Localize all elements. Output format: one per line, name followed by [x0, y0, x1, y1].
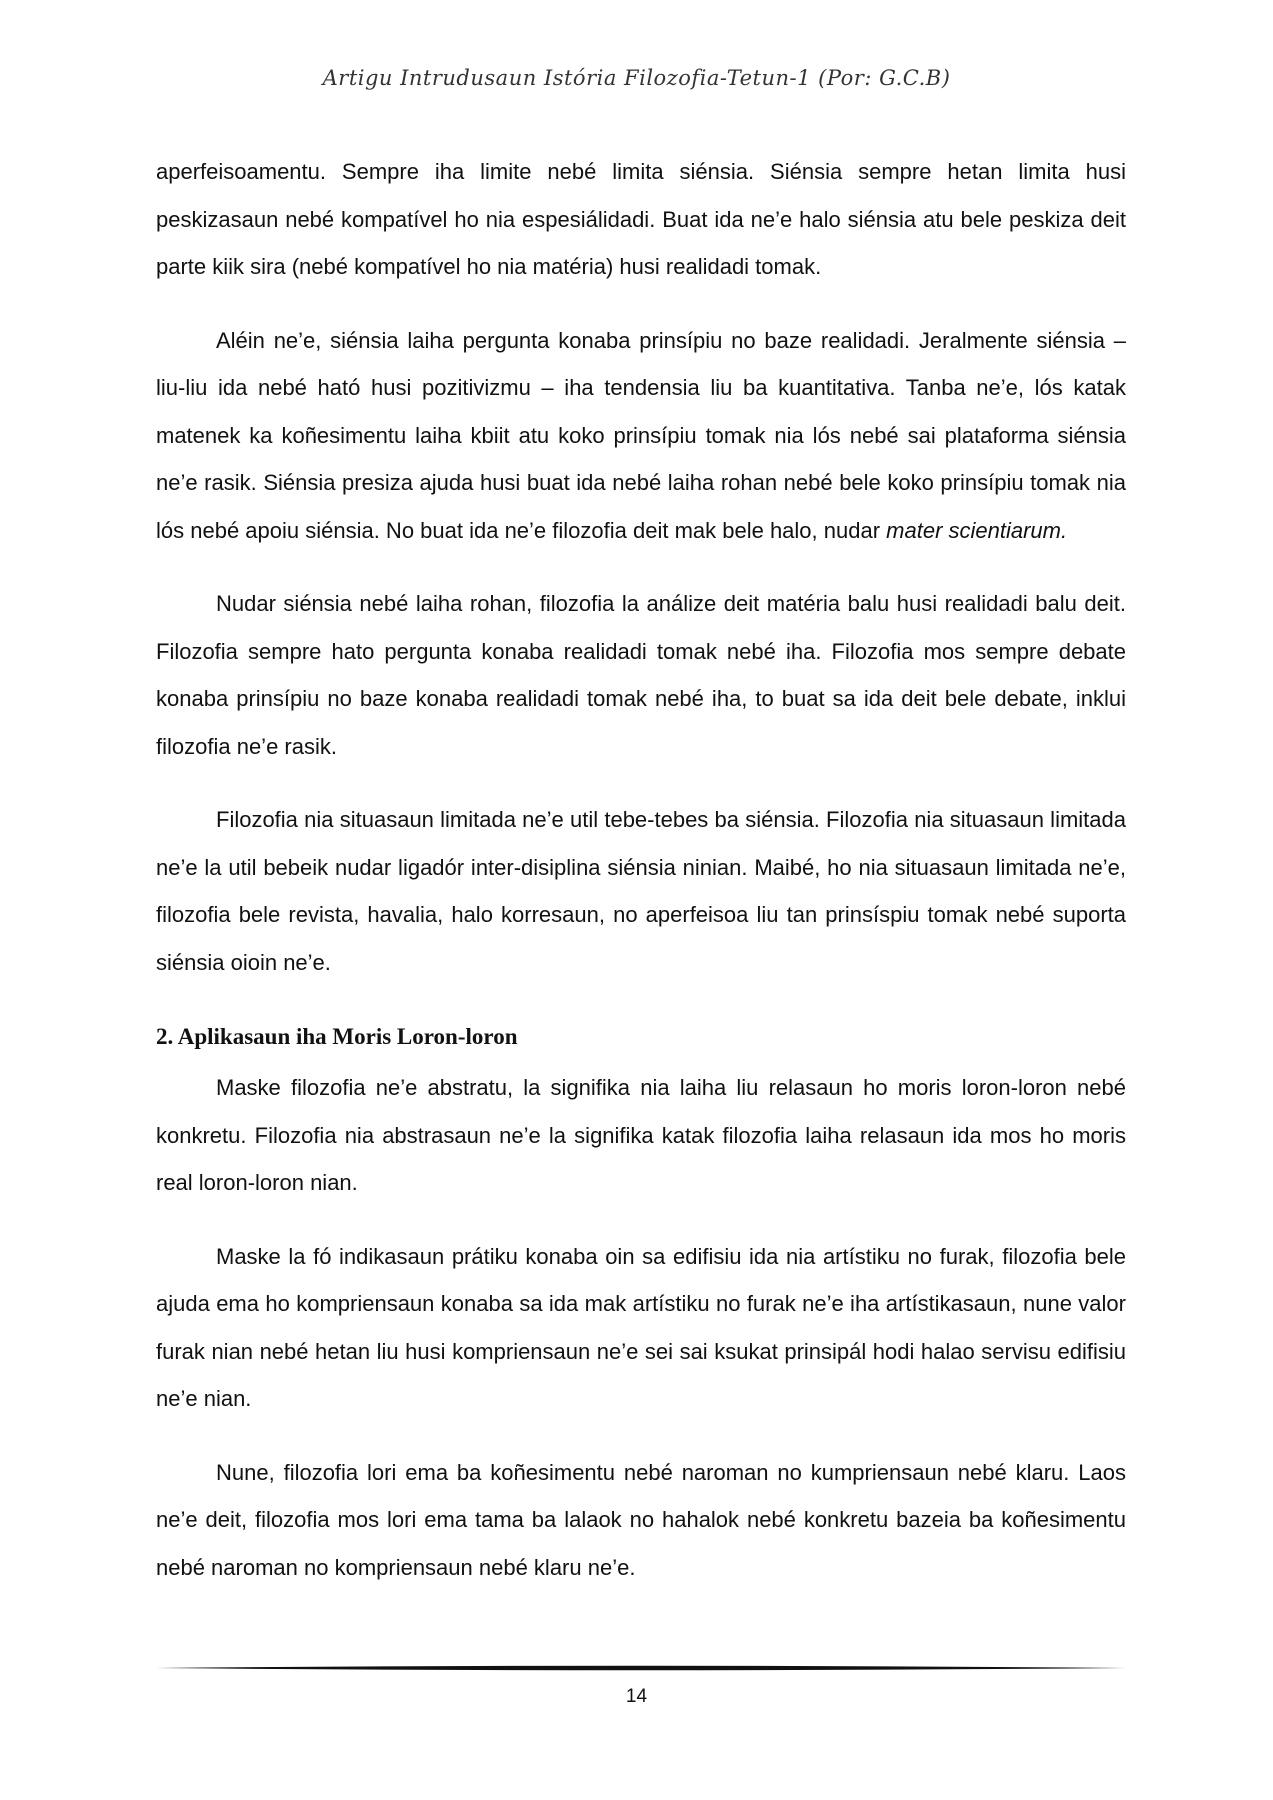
footer-divider	[156, 1664, 1126, 1672]
page-number: 14	[625, 1686, 648, 1707]
paragraph-aesthetics: Maske la fó indikasaun prátiku konaba oin sa edifisiu ida nia artístiku no furak, filozofia bele ajuda ema ho kompriensaun konaba sa ida mak artístiku no furak ne’e iha artístikasaun, nune valor furak nian nebé hetan liu husi kompriensaun ne’e sei sai ksukat prinsipál hodi halao servisu edifisiu ne’e nian.	[156, 1243, 1126, 1411]
running-header: Artigu Intrudusaun Istória Filozofia-Tetun-1 (Por: G.C.B)	[322, 66, 951, 90]
paragraph-abstraction: Maske filozofia ne’e abstratu, la signifika nia laiha liu relasaun ho moris loron-loron nebé konkretu. Filozofia nia abstrasaun ne’e la signifika katak filozofia laiha relasaun ida mos ho moris real loron-loron nian.	[156, 1075, 1126, 1195]
paragraph-philosophy-reality: Nudar siénsia nebé laiha rohan, filozofia la análize deit matéria balu husi realidadi balu deit. Filozofia sempre hato pergunta konaba realidadi tomak nebé iha. Filozofia mos sempre debate konaba prinsípiu no baze konaba realidadi tomak nebé iha, to buat sa ida deit bele debate, inklui filozofia ne’e rasik.	[156, 591, 1126, 759]
latin-term: mater scientiarum.	[886, 517, 1068, 543]
paragraph-science-principles	[156, 317, 1126, 555]
paragraph-text: Aléin ne’e, siénsia laiha pergunta konaba prinsípiu no baze realidadi. Jeralmente siénsia – liu-liu ida nebé ható husi pozitivizmu – iha tendensia liu ba kuantitativa. Tanba ne’e, lós katak matenek ka koñesimentu laiha kbiit atu koko prinsípiu tomak nia lós nebé sai plataforma siénsia ne’e rasik. Siénsia presiza ajuda husi buat ida nebé laiha rohan nebé bele koko prinsípiu tomak nia lós nebé apoiu siénsia. No buat ida ne’e filozofia deit mak bele halo, nudar	[156, 327, 1126, 543]
section-heading: 2. Aplikasaun iha Moris Loron-loron	[156, 1024, 518, 1049]
paragraph-conclusion: Nune, filozofia lori ema ba koñesimentu nebé naroman no kumpriensaun nebé klaru. Laos ne’e deit, filozofia mos lori ema tama ba lalaok no hahalok nebé konkretu bazeia ba koñesimentu nebé naroman no kompriensaun nebé klaru ne’e.	[156, 1459, 1126, 1580]
paragraph-limited-situation: Filozofia nia situasaun limitada ne’e util tebe-tebes ba siénsia. Filozofia nia situasaun limitada ne’e la util bebeik nudar ligadór inter-disiplina siénsia ninian. Maibé, ho nia situasaun limitada ne’e, filozofia bele revista, havalia, halo korresaun, no aperfeisoa liu tan prinsíspiu tomak nebé suporta siénsia oioin ne’e.	[156, 807, 1126, 975]
page-body	[156, 148, 1126, 1591]
paragraph-continuation: aperfeisoamentu. Sempre iha limite nebé limita siénsia. Siénsia sempre hetan limita husi peskizasaun nebé kompatível ho nia espesiálidadi. Buat ida ne’e halo siénsia atu bele peskiza deit parte kiik sira (nebé kompatível ho nia matéria) husi realidadi tomak.	[156, 159, 1126, 279]
